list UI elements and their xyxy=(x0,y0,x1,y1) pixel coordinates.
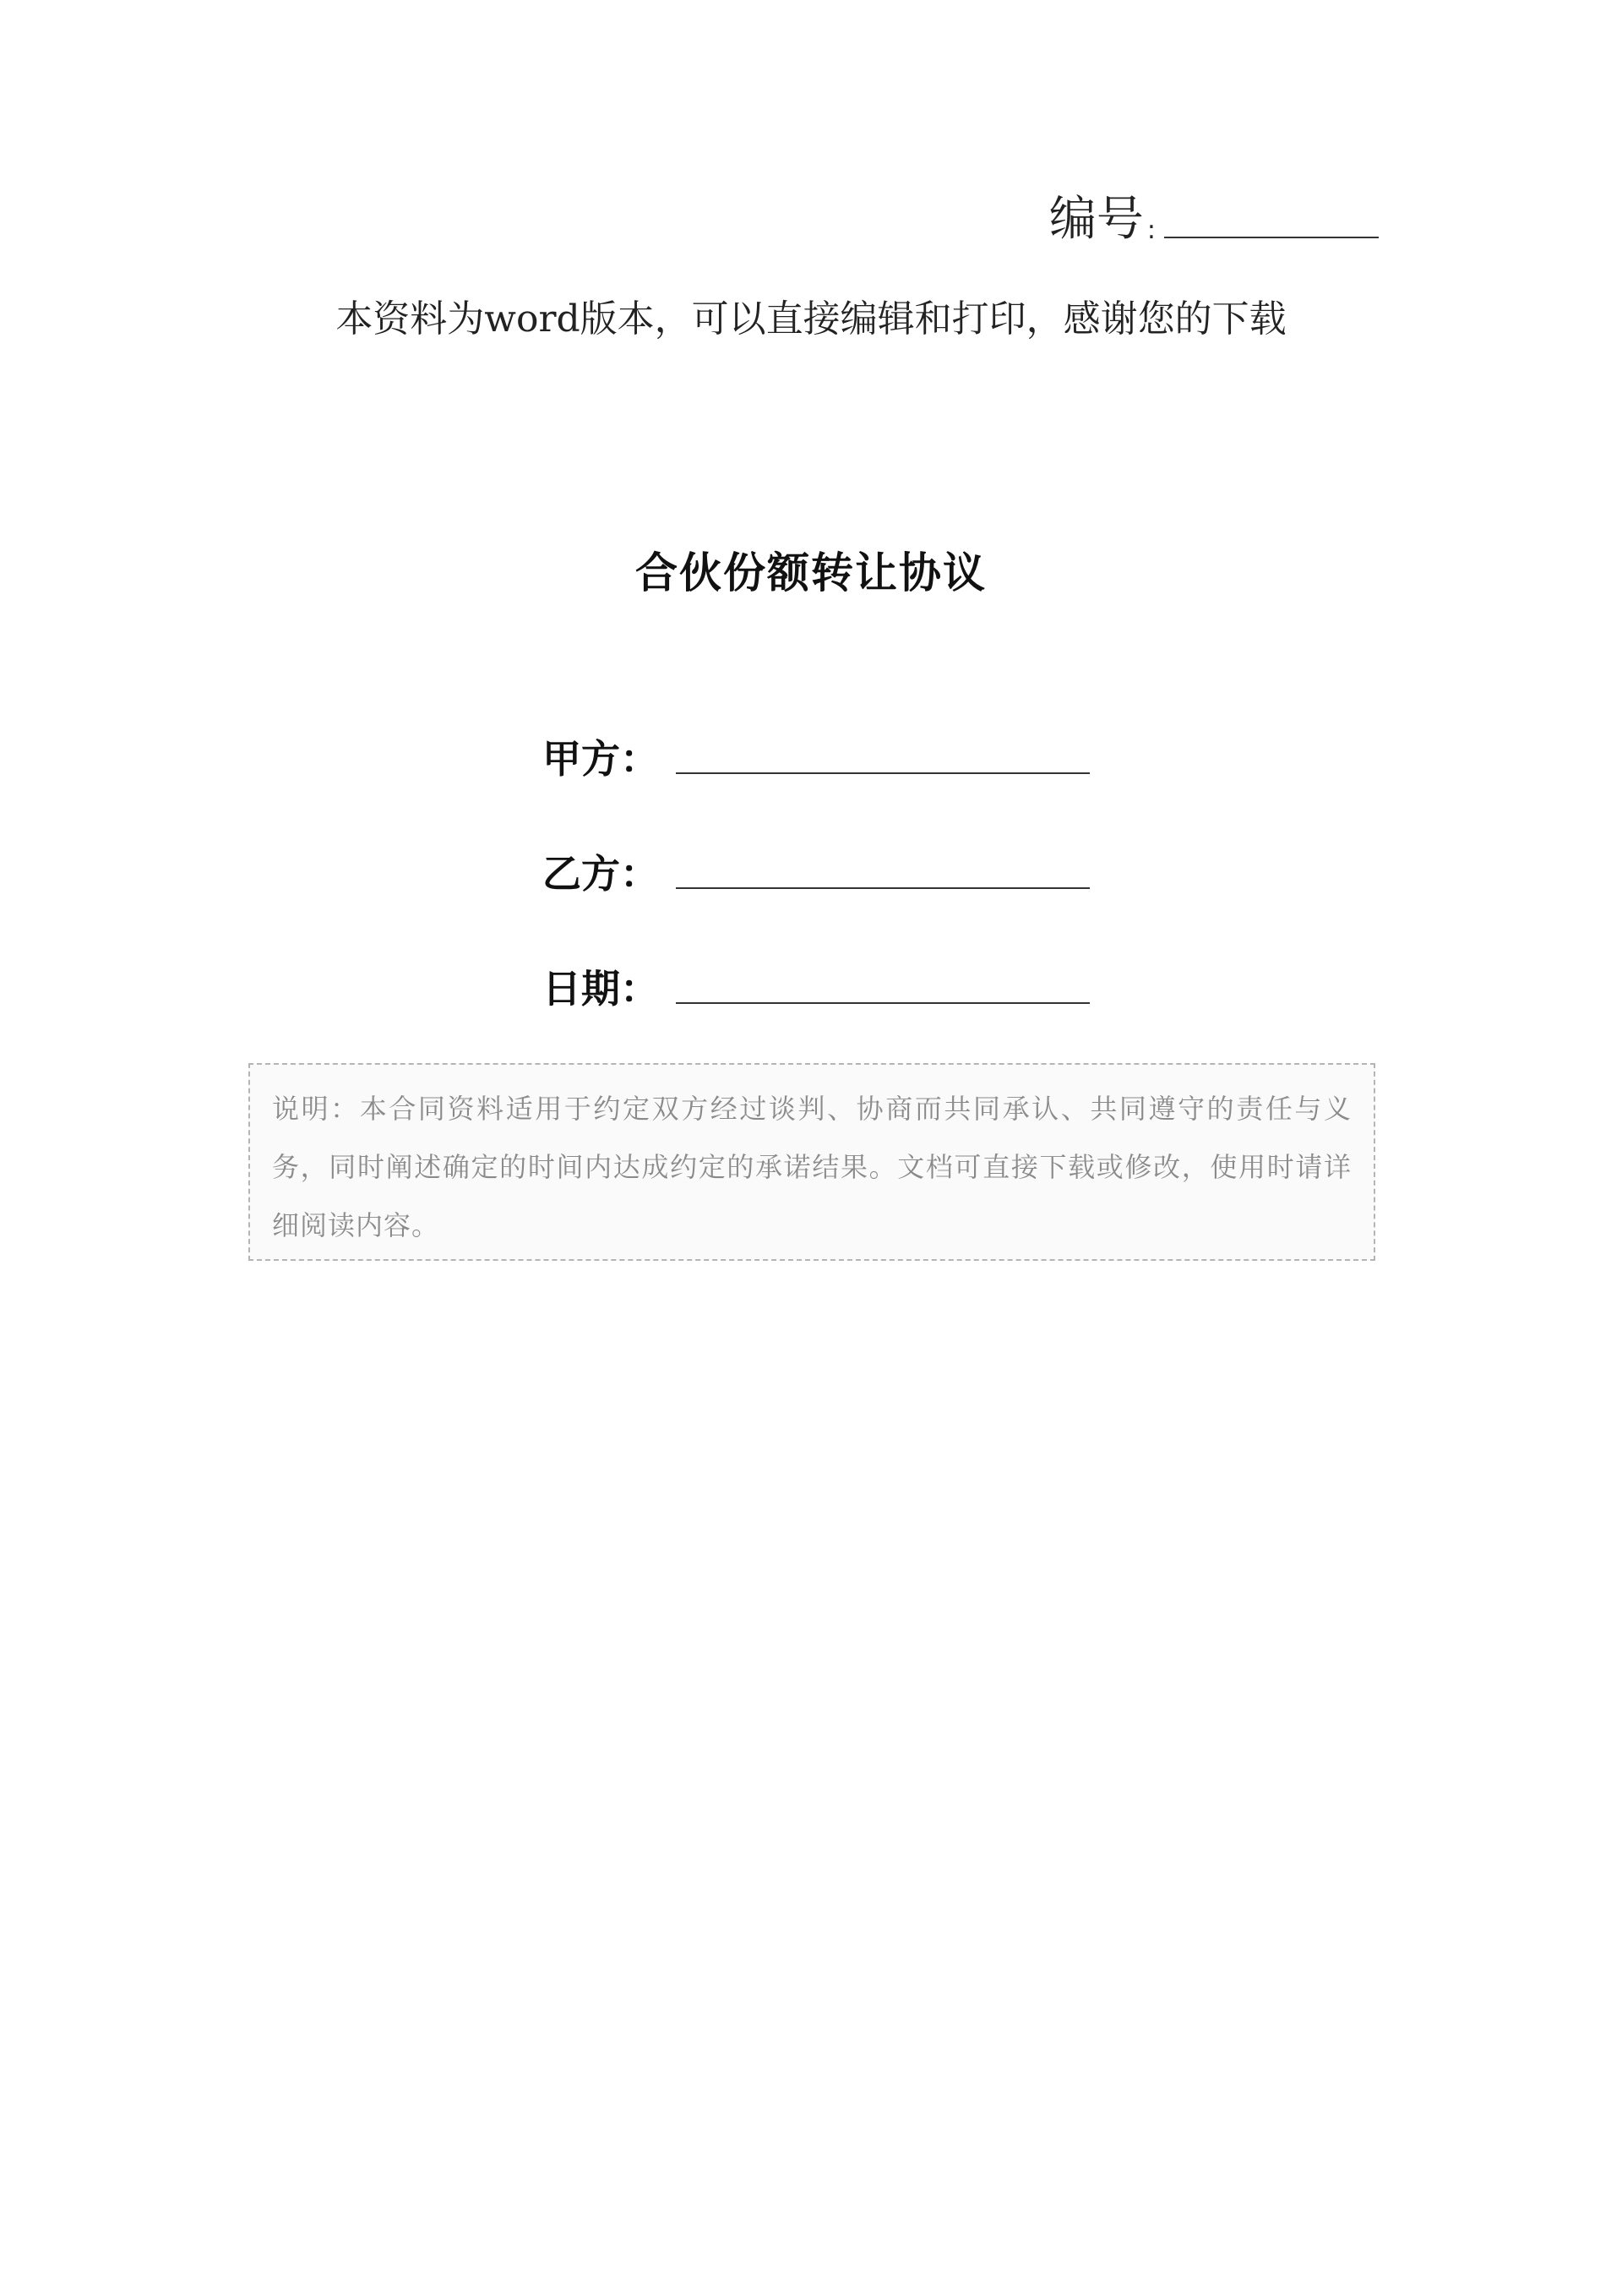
party-b-label: 乙方： xyxy=(542,850,659,897)
date-blank-line[interactable] xyxy=(676,1001,1090,1004)
serial-number-colon: : xyxy=(1146,215,1156,245)
party-a-label: 甲方： xyxy=(542,735,659,782)
party-a-field xyxy=(542,718,1090,783)
date-label: 日期： xyxy=(542,965,659,1012)
document-title: 合伙份额转让协议 xyxy=(635,548,987,597)
explanation-box xyxy=(248,1063,1375,1261)
download-notice: 本资料为word版本，可以直接编辑和打印，感谢您的下载 xyxy=(335,297,1287,341)
date-field xyxy=(542,948,1090,1012)
signature-fields xyxy=(542,718,1090,1063)
serial-number xyxy=(1048,192,1379,247)
serial-number-blank-line[interactable] xyxy=(1164,235,1379,238)
party-b-field xyxy=(542,833,1090,897)
party-b-blank-line[interactable] xyxy=(676,886,1090,889)
explanation-text: 说明：本合同资料适用于约定双方经过谈判、协商而共同承认、共同遵守的责任与义务，同时阐述确定的时间内达成约定的承诺结果。文档可直接下载或修改，使用时请详细阅读内容。 xyxy=(272,1093,1352,1241)
serial-number-label: 编号 xyxy=(1048,192,1144,247)
party-a-blank-line[interactable] xyxy=(676,771,1090,774)
